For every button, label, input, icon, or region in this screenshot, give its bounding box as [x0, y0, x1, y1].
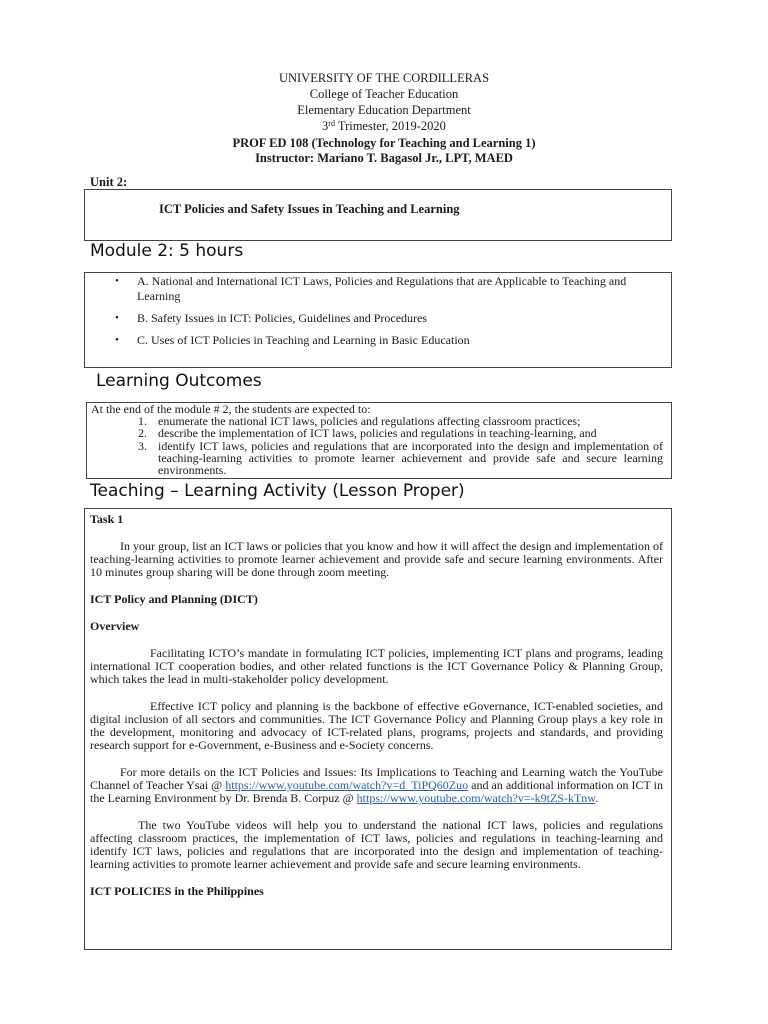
bullet-icon: • [115, 275, 119, 287]
topic-item [85, 274, 671, 304]
spacer [90, 579, 663, 593]
overview-paragraph-2: Effective ICT policy and planning is the backbone of effective eGovernance, ICT-enabled societies, and digital inclusion of all sectors and communities. The ICT Governance Policy and Planning Group plays a key role in the development, monitoring and advocacy of ICT-related plans, programs, projects and standards, and providing research support for e-Government, e-Business and e-Society concerns. [90, 699, 663, 752]
unit-label: Unit 2: [90, 175, 128, 189]
document-header [0, 70, 768, 134]
spacer [90, 633, 663, 647]
outcome-number: 3. [138, 438, 147, 453]
ph-policies-heading: ICT POLICIES in the Philippines [90, 884, 264, 898]
spacer [90, 606, 663, 620]
spacer [90, 686, 663, 700]
videos-paragraph: The two YouTube videos will help you to understand the national ICT laws, policies and regulations affecting classroom practices, the implementation of ICT laws, policies and regulations in teaching-learning and identify ICT laws, policies and regulations that are incorporated into the design and implementation of teaching-learning activities to promote learner achievement and provide safe and secure learning environments. [90, 818, 663, 871]
spacer [90, 805, 663, 819]
outcome-number: 1. [138, 414, 147, 429]
topic-text: C. Uses of ICT Policies in Teaching and Learning in Basic Education [137, 333, 470, 347]
lesson-content-box [84, 508, 672, 950]
unit-title-box [84, 189, 672, 241]
outcomes-box [86, 402, 672, 479]
unit-title: ICT Policies and Safety Issues in Teaching and Learning [159, 202, 460, 216]
module-topics-list [85, 274, 671, 355]
outcomes-intro: At the end of the module # 2, the students are expected to: [91, 402, 371, 416]
bullet-icon: • [115, 334, 119, 346]
instructor: Instructor: Mariano T. Bagasol Jr., LPT, MAED [255, 151, 513, 165]
term-rest: Trimester, 2019-2020 [334, 119, 446, 133]
youtube-link-teacher-ysai[interactable]: https://www.youtube.com/watch?v=d_TiPQ60Zuo [225, 778, 469, 792]
details-text-2: and an additional information on ICT in the Learning Environment by Dr. Brenda B. Corpuz @ [90, 778, 663, 805]
outcomes-heading: Learning Outcomes [96, 371, 262, 391]
youtube-link-brenda-corpuz[interactable]: https://www.youtube.com/watch?v=-k9tZS-kTnw [356, 791, 596, 805]
policy-heading: ICT Policy and Planning (DICT) [90, 592, 258, 606]
term [0, 118, 768, 134]
module-topics-box [84, 272, 672, 368]
topic-text: A. National and International ICT Laws, Policies and Regulations that are Applicable to Teaching and Learning [137, 274, 627, 303]
college-name: College of Teacher Education [309, 87, 459, 101]
module-heading: Module 2: 5 hours [90, 241, 244, 261]
task-instructions: In your group, list an ICT laws or policies that you know and how it will affect the design and implementation of teaching-learning activities to promote learner achievement and provide safe and secure learning environments. After 10 minutes group sharing will be done through zoom meeting. [90, 539, 663, 579]
spacer [90, 871, 663, 885]
university-name: UNIVERSITY OF THE CORDILLERAS [278, 71, 490, 85]
topic-item [85, 333, 671, 348]
details-text-1: For more details on the ICT Policies and Issues: Its Implications to Teaching and Learning watch the YouTube Channel of Teacher Ysai @ [90, 765, 663, 792]
department-name: Elementary Education Department [297, 103, 471, 117]
outcome-text: identify ICT laws, policies and regulations that are incorporated into the design and implementation of teaching-learning activities to promote learner achievement and provide safe and secure learning environments. [158, 438, 663, 478]
spacer [90, 526, 663, 540]
topic-item [85, 311, 671, 326]
task-title: Task 1 [90, 512, 124, 526]
outcomes-list [91, 415, 663, 476]
outcome-number: 2. [138, 426, 147, 441]
overview-heading: Overview [90, 619, 140, 633]
details-paragraph [90, 766, 663, 805]
spacer [90, 752, 663, 766]
outcome-text: describe the implementation of ICT laws, policies and regulations in teaching-learning, and [158, 426, 597, 441]
outcome-item [91, 440, 663, 477]
lesson-heading: Teaching – Learning Activity (Lesson Proper) [90, 481, 465, 501]
topic-text: B. Safety Issues in ICT: Policies, Guidelines and Procedures [137, 311, 428, 325]
term-suffix: rd [328, 119, 335, 128]
outcome-text: enumerate the national ICT laws, policies and regulations affecting classroom practices; [158, 414, 581, 429]
term-number: 3 [322, 119, 329, 133]
course-info [0, 136, 768, 166]
details-text-3: . [595, 791, 599, 805]
bullet-icon: • [115, 312, 119, 324]
overview-paragraph-1: Facilitating ICTO’s mandate in formulating ICT policies, implementing ICT plans and programs, leading international ICT cooperation bodies, and other related functions is the ICT Governance Policy & Planning Group, which takes the lead in multi-stakeholder policy development. [90, 646, 663, 686]
course-title: PROF ED 108 (Technology for Teaching and Learning 1) [232, 136, 536, 150]
